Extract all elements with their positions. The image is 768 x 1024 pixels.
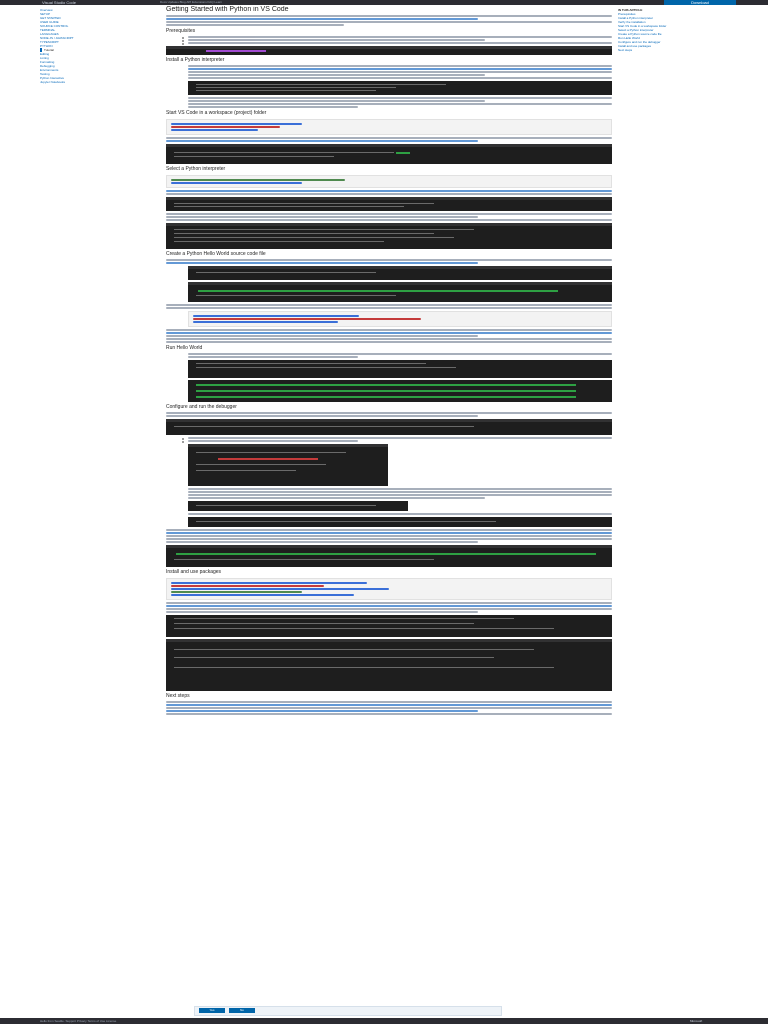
sidebar-item[interactable]: GET STARTED (40, 16, 61, 20)
sidebar-item[interactable]: Overview (40, 8, 53, 12)
toc-link[interactable]: Select a Python interpreter (618, 28, 654, 32)
screenshot-image (166, 46, 612, 55)
sidebar-item[interactable]: USER GUIDE (40, 20, 59, 24)
sidebar-item[interactable]: Debugging (40, 64, 55, 68)
toc-link[interactable]: Install and use packages (618, 44, 652, 48)
command-palette-screenshot (166, 197, 612, 211)
feedback-widget (194, 1006, 502, 1016)
debug-console-screenshot (188, 517, 612, 527)
section-heading: Create a Python Hello World source code file (166, 251, 266, 257)
sidebar-item[interactable]: Linting (40, 56, 49, 60)
sidebar-item[interactable]: TYPESCRIPT (40, 40, 59, 44)
toc-link[interactable]: Run Hello World (618, 36, 640, 40)
article-toc (618, 8, 736, 52)
section-heading: Next steps (166, 693, 190, 699)
editor-screenshot (166, 223, 612, 249)
sidebar-item[interactable]: TERMINAL (40, 28, 56, 32)
sidebar-item[interactable]: Tutorial (40, 48, 160, 52)
plot-screenshot (166, 639, 612, 691)
output-screenshot (188, 380, 612, 402)
sidebar-item[interactable]: LANGUAGES (40, 32, 59, 36)
top-nav-links[interactable]: Docs Updates Blog API Extensions FAQ Learn (160, 0, 223, 4)
sidebar-item[interactable]: Editing (40, 52, 50, 56)
sidebar-item[interactable]: Python Interactive (40, 76, 65, 80)
toc-link[interactable]: Prerequisites (618, 12, 636, 16)
toc-link[interactable]: Install a Python interpreter (618, 16, 654, 20)
microsoft-logo[interactable]: Microsoft (690, 1019, 703, 1023)
explorer-screenshot (188, 266, 612, 280)
vscode-screenshot (166, 144, 612, 164)
site-footer (0, 1018, 768, 1024)
terminal-screenshot (188, 360, 612, 378)
download-button[interactable]: Download (664, 0, 736, 5)
terminal-screenshot (166, 615, 612, 637)
code-block[interactable] (166, 119, 612, 135)
article-content (166, 6, 612, 1006)
feedback-no-button[interactable]: No (229, 1008, 255, 1013)
section-heading: Start VS Code in a workspace (project) folder (166, 110, 267, 116)
code-block[interactable] (166, 175, 612, 188)
sidebar-item[interactable]: SETUP (40, 12, 51, 16)
code-block[interactable] (166, 578, 612, 600)
top-nav-bar (0, 0, 768, 5)
sidebar-item[interactable]: Environments (40, 68, 59, 72)
sidebar-item[interactable]: Formatting (40, 60, 55, 64)
toc-link[interactable]: Configure and run the debugger (618, 40, 661, 44)
sidebar-item[interactable]: NODE.JS / JAVASCRIPT (40, 36, 74, 40)
sidebar-item[interactable]: SOURCE CONTROL (40, 24, 69, 28)
page-title: Getting Started with Python in VS Code (166, 6, 289, 13)
section-heading: Prerequisites (166, 28, 196, 34)
toc-link[interactable]: Start VS Code in a workspace folder (618, 24, 667, 28)
section-heading: Select a Python interpreter (166, 166, 226, 172)
breakpoint-screenshot (188, 444, 388, 486)
debug-toolbar-screenshot (188, 501, 408, 511)
footer-links[interactable]: Hello from Seattle. Support Privacy Terms of Use License (40, 1019, 117, 1023)
section-heading: Configure and run the debugger (166, 404, 237, 410)
docs-sidebar (40, 8, 160, 84)
sidebar-item[interactable]: Testing (40, 72, 50, 76)
debugger-screenshot (166, 419, 612, 435)
toc-link[interactable]: Create a Python source code file (618, 32, 662, 36)
toc-link[interactable]: Next steps (618, 48, 633, 52)
feedback-yes-button[interactable]: Yes (199, 1008, 225, 1013)
toc-link[interactable]: Verify the installation (618, 20, 646, 24)
section-heading: Install a Python interpreter (166, 57, 225, 63)
toc-heading: IN THIS ARTICLE (618, 8, 643, 12)
sidebar-item[interactable]: PYTHON (40, 44, 53, 48)
brand-logo[interactable]: Visual Studio Code (42, 0, 76, 5)
code-block[interactable] (188, 311, 612, 327)
run-screenshot (188, 282, 612, 302)
terminal-screenshot (188, 81, 612, 95)
variables-screenshot (166, 545, 612, 567)
section-heading: Run Hello World (166, 345, 203, 351)
sidebar-item[interactable]: Jupyter Notebooks (40, 80, 66, 84)
section-heading: Install and use packages (166, 569, 222, 575)
